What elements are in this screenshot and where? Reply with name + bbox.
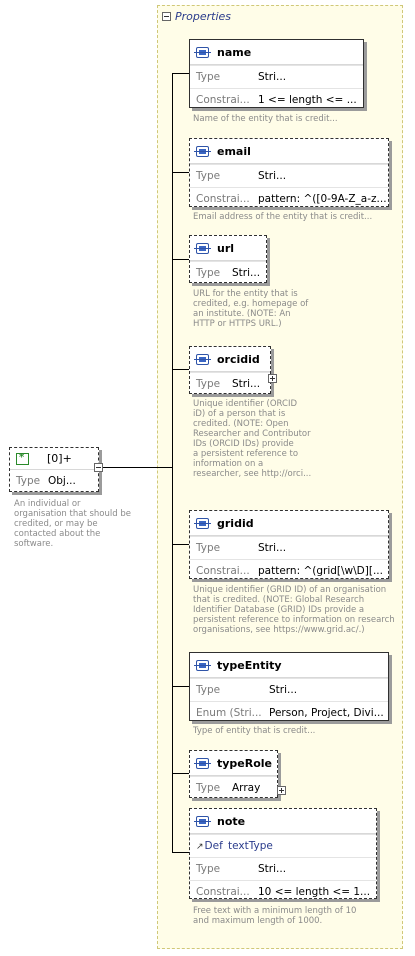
desc-line: Unique identifier (GRID ID) of an organisation (193, 585, 387, 595)
row-value: Stri... (258, 542, 287, 554)
row-value: Stri... (258, 71, 287, 83)
desc-line: iD) of a person that is (193, 409, 286, 419)
desc-line: organisation that should be (14, 509, 131, 519)
root-header (10, 448, 98, 470)
row-value: pattern: ^(grid[\w\D][... (258, 565, 383, 577)
property-icon (196, 243, 209, 254)
root-type-label: Type (16, 475, 41, 487)
desc-line: Identifier Database (GRID) IDs provide a (193, 605, 365, 615)
desc-line: Name of the entity that is credit... (193, 114, 338, 124)
root-connector (103, 467, 173, 468)
branch-typerole (172, 773, 189, 774)
def-label (190, 840, 228, 852)
expand-icon[interactable] (268, 374, 277, 383)
desc-line: software. (14, 539, 54, 549)
row-value: Stri... (232, 267, 261, 279)
row-label: Type (196, 267, 221, 279)
row-label: Type (196, 684, 221, 696)
branch-orcidid (172, 369, 189, 370)
row-label: Type (196, 863, 221, 875)
desc-line: An individual or (14, 499, 81, 509)
def-value[interactable]: textType (228, 840, 273, 852)
row-label: Constrai... (196, 565, 250, 577)
root-collapse-icon[interactable] (94, 463, 103, 472)
desc-line: a persistent reference to (193, 449, 299, 459)
desc-line: an institute. (NOTE: An (193, 309, 291, 319)
desc-line: Email address of the entity that is credit... (193, 212, 373, 222)
branch-gridid (172, 544, 189, 545)
orcidid-description (193, 399, 311, 479)
desc-line: credited, e.g. homepage of (193, 299, 309, 309)
desc-line: organisations, see https://www.grid.ac/.) (193, 625, 365, 635)
property-name: gridid (217, 516, 254, 530)
property-email-box[interactable] (189, 138, 389, 207)
property-name-box[interactable] (189, 39, 364, 108)
desc-line: Unique identifier (ORCID (193, 399, 298, 409)
property-name: name (217, 45, 252, 59)
row-value: 1 <= length <= ... (258, 94, 357, 106)
type-row (190, 372, 270, 395)
type-row (190, 678, 388, 701)
def-label-text: Def (204, 840, 223, 852)
properties-title: Properties (175, 9, 232, 23)
row-value: Person, Project, Divi... (269, 707, 384, 719)
type-row (190, 65, 363, 88)
constraint-row (190, 559, 388, 582)
desc-line: contacted about the (14, 529, 101, 539)
desc-line: researcher, see http://orci... (193, 469, 312, 479)
property-icon (196, 758, 209, 769)
property-icon (196, 518, 209, 529)
element-icon (16, 453, 29, 465)
property-name: typeEntity (217, 658, 282, 672)
desc-line: information on a (193, 459, 264, 469)
gridid-description (193, 585, 395, 635)
desc-line: URL for the entity that is (193, 289, 298, 299)
collapse-icon[interactable] (162, 12, 171, 21)
spine-line (172, 73, 173, 852)
desc-line: and maximum length of 1000. (193, 916, 323, 926)
root-type-value: Obj... (48, 475, 76, 487)
property-name: url (217, 241, 235, 255)
row-label: Type (196, 782, 221, 794)
row-value: pattern: ^([0-9A-Z_a-z... (258, 193, 387, 205)
row-label: Type (196, 378, 221, 390)
email-description (193, 212, 372, 222)
row-value: Stri... (269, 684, 298, 696)
property-typerole-box[interactable] (189, 750, 278, 798)
row-label: Enum (Stri... (196, 707, 262, 719)
desc-line: that is credited. (NOTE: Global Research (193, 595, 365, 605)
branch-typeentity (172, 686, 189, 687)
type-row (190, 261, 266, 284)
type-row (190, 164, 388, 187)
desc-line: persistent reference to information on research (193, 615, 395, 625)
desc-line: HTTP or HTTPS URL.) (193, 319, 282, 329)
row-value: Stri... (258, 170, 287, 182)
constraint-row (190, 88, 363, 111)
root-element-box[interactable] (9, 447, 99, 492)
enum-row (190, 701, 388, 724)
row-value: 10 <= length <= 1... (258, 886, 371, 898)
type-row (190, 857, 376, 880)
property-orcidid-box[interactable] (189, 346, 271, 394)
desc-line: credited, or may be (14, 519, 98, 529)
desc-line: Researcher and Contributor (193, 429, 311, 439)
property-name: typeRole (217, 756, 273, 770)
property-url-box[interactable] (189, 235, 267, 283)
typeentity-description (193, 726, 315, 736)
property-name: orcidid (217, 352, 260, 366)
branch-note (172, 852, 189, 853)
row-label: Type (196, 542, 221, 554)
property-icon (196, 660, 209, 671)
desc-line: Free text with a minimum length of 10 (193, 906, 357, 916)
type-row (190, 536, 388, 559)
desc-line: IDs (ORCID IDs) provide (193, 439, 294, 449)
property-icon (196, 146, 209, 157)
property-icon (196, 47, 209, 58)
name-description (193, 114, 338, 124)
property-name: email (217, 144, 251, 158)
property-icon (196, 816, 209, 827)
property-typeentity-box[interactable] (189, 652, 389, 721)
definition-row (190, 834, 376, 857)
branch-url (172, 259, 189, 260)
branch-email (172, 172, 189, 173)
row-label: Constrai... (196, 193, 250, 205)
property-name: note (217, 814, 246, 828)
branch-name (172, 73, 189, 74)
expand-icon[interactable] (277, 786, 286, 795)
root-name: [0]+ (47, 452, 72, 465)
row-label: Type (196, 170, 221, 182)
row-value: Stri... (232, 378, 261, 390)
note-description (193, 906, 356, 926)
row-label: Constrai... (196, 94, 250, 106)
properties-header[interactable] (162, 9, 231, 23)
type-row (190, 776, 277, 799)
property-icon (196, 354, 209, 365)
constraint-row (190, 187, 388, 210)
row-label: Constrai... (196, 886, 250, 898)
property-note-box[interactable] (189, 808, 377, 899)
desc-line: credited. (NOTE: Open (193, 419, 289, 429)
url-description (193, 289, 308, 329)
desc-line: Type of entity that is credit... (193, 726, 316, 736)
row-value: Stri... (258, 863, 287, 875)
row-label: Type (196, 71, 221, 83)
row-value: Array (232, 782, 261, 794)
constraint-row (190, 880, 376, 903)
property-gridid-box[interactable] (189, 510, 389, 579)
root-type-row (10, 470, 98, 492)
reference-arrow-icon: ↗ (196, 842, 204, 852)
root-description (14, 499, 131, 549)
